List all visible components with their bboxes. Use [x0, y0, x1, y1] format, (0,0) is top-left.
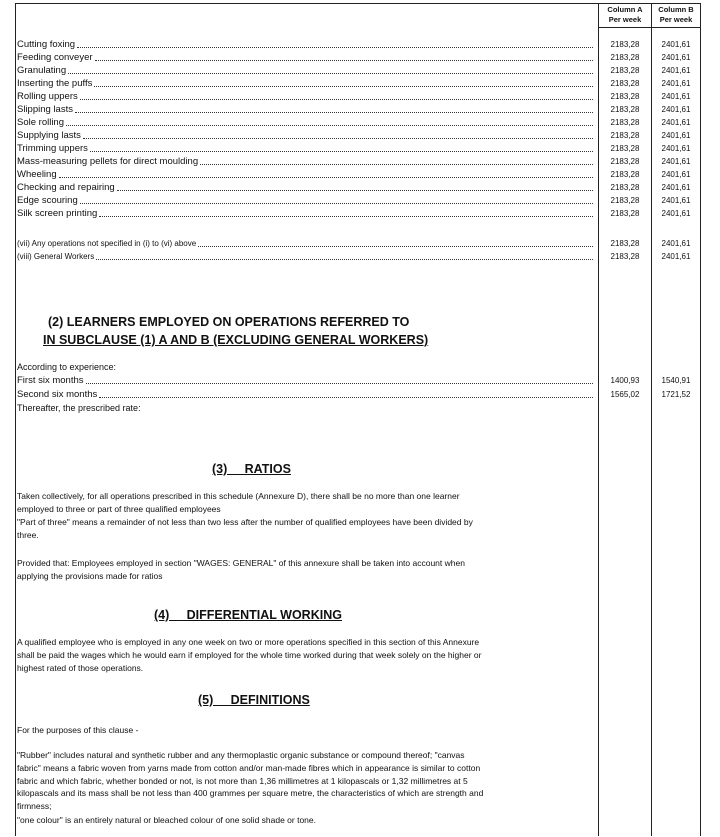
- rate-column-b: 2401,61: [661, 144, 691, 153]
- definitions-intro: For the purposes of this clause -: [17, 725, 139, 735]
- rate-label: Granulating: [17, 65, 67, 76]
- rate-label: Supplying lasts: [17, 130, 81, 141]
- rate-column-b: 2401,61: [661, 92, 691, 101]
- rate-label: Slipping lasts: [17, 104, 73, 115]
- rate-column-b: 2401,61: [661, 170, 691, 179]
- rate-column-a: 2183,28: [610, 157, 640, 166]
- learners-heading-line2: IN SUBCLAUSE (1) A AND B (EXCLUDING GENERAL WORKERS): [43, 333, 429, 347]
- table-row: [17, 389, 594, 401]
- rate-column-b: 2401,61: [661, 239, 691, 248]
- ratios-paragraph-1: Taken collectively, for all operations prescribed in this schedule (Annexure D), there shall be no more than one learner employed to three or part of three qualified employees: [17, 491, 460, 514]
- rate-column-a: 2183,28: [610, 170, 640, 179]
- column-b-header: [652, 5, 700, 25]
- rate-column-a: 2183,28: [610, 252, 640, 261]
- differential-paragraph: A qualified employee who is employed in any one week on two or more operations specified in this section of this Annexure shall be paid the wages which he would earn if employed for the whole time worked during that week solely on the higher or highest rated of those operations.: [17, 637, 482, 673]
- table-row: [17, 156, 594, 168]
- table-row: [17, 251, 594, 263]
- rate-column-a: 2183,28: [610, 92, 640, 101]
- learner-column-a: 1565,02: [610, 390, 640, 399]
- learner-column-b: 1540,91: [661, 376, 691, 385]
- rate-column-b: 2401,61: [661, 53, 691, 62]
- rate-label: (viii) General Workers: [17, 252, 95, 261]
- rate-label: Edge scouring: [17, 195, 78, 206]
- rate-column-a: 2183,28: [610, 239, 640, 248]
- rate-column-b: 2401,61: [661, 157, 691, 166]
- table-row: [17, 39, 594, 51]
- rate-column-b: 2401,61: [661, 118, 691, 127]
- rate-column-b: 2401,61: [661, 196, 691, 205]
- table-row: [17, 130, 594, 142]
- learners-intro: According to experience:: [17, 362, 117, 372]
- ratios-paragraph-2: "Part of three" means a remainder of not less than two less after the number of qualified employees have been divided by three.: [17, 517, 473, 540]
- ratios-heading: (3) RATIOS: [212, 462, 291, 476]
- column-a-header: [599, 5, 651, 25]
- rate-label: Inserting the puffs: [17, 78, 93, 89]
- column-header-divider: [598, 27, 701, 28]
- rate-label: Checking and repairing: [17, 182, 115, 193]
- learner-period-label: Second six months: [17, 389, 98, 400]
- table-row: [17, 78, 594, 90]
- table-right-border: [700, 3, 701, 836]
- table-row: [17, 169, 594, 181]
- table-top-border: [15, 3, 701, 4]
- rate-column-b: 2401,61: [661, 66, 691, 75]
- definitions-paragraph-1: "Rubber" includes natural and synthetic rubber and any thermoplastic organic substance or compound thereof; "canvas fabric" means a fabric woven from yarns made from cotton and/or man-made fibres which in appearance is similar to cotton fabric and which fabric, whether bonded or not, is not more than 1,36 millimetres at 1 kilopascals or 1,32 millimetres at 5 kilopascals and its mass shall be not less than 400 grammes per square metre, the characteristics of which are strength and firmness;: [17, 750, 484, 812]
- column-a-subtitle: Per week: [608, 15, 642, 24]
- rate-column-a: 2183,28: [610, 53, 640, 62]
- learners-heading-line1: (2) LEARNERS EMPLOYED ON OPERATIONS REFERRED TO: [48, 315, 410, 329]
- rate-label: Cutting foxing: [17, 39, 76, 50]
- table-row: [17, 52, 594, 64]
- table-row: [17, 143, 594, 155]
- rate-column-b: 2401,61: [661, 131, 691, 140]
- table-row: [17, 195, 594, 207]
- rate-label: (vii) Any operations not specified in (i) to (vi) above: [17, 239, 197, 248]
- rate-column-a: 2183,28: [610, 40, 640, 49]
- table-row: [17, 182, 594, 194]
- rate-column-a: 2183,28: [610, 118, 640, 127]
- table-row: [17, 117, 594, 129]
- ratios-paragraph-3: Provided that: Employees employed in section "WAGES: GENERAL" of this annexure shall be taken into account when applying the provisions made for ratios: [17, 558, 465, 581]
- learner-period-label: First six months: [17, 375, 84, 386]
- rate-column-a: 2183,28: [610, 105, 640, 114]
- definitions-paragraph-2: "one colour" is an entirely natural or bleached colour of one solid shade or tone.: [17, 815, 316, 825]
- rate-column-a: 2183,28: [610, 196, 640, 205]
- rate-column-b: 2401,61: [661, 183, 691, 192]
- column-b-subtitle: Per week: [659, 15, 693, 24]
- rate-column-b: 2401,61: [661, 252, 691, 261]
- wage-schedule-table: [15, 3, 718, 836]
- rate-label: Mass-measuring pellets for direct moulding: [17, 156, 199, 167]
- rate-column-b: 2401,61: [661, 40, 691, 49]
- rate-label: Sole rolling: [17, 117, 64, 128]
- table-row: [17, 91, 594, 103]
- table-row: [17, 375, 594, 387]
- rate-label: Rolling uppers: [17, 91, 78, 102]
- table-row: [17, 238, 594, 250]
- rate-column-a: 2183,28: [610, 209, 640, 218]
- rate-column-a: 2183,28: [610, 79, 640, 88]
- rate-column-b: 2401,61: [661, 105, 691, 114]
- rate-column-a: 2183,28: [610, 131, 640, 140]
- rate-column-a: 2183,28: [610, 183, 640, 192]
- table-row: [17, 208, 594, 220]
- column-b-title: Column B: [658, 5, 694, 14]
- table-row: [17, 65, 594, 77]
- rate-label: Wheeling: [17, 169, 57, 180]
- table-left-border: [15, 3, 16, 836]
- table-row: [17, 104, 594, 116]
- learner-column-b: 1721,52: [661, 390, 691, 399]
- rate-column-a: 2183,28: [610, 66, 640, 75]
- rate-label: Feeding conveyer: [17, 52, 93, 63]
- learners-after: Thereafter, the prescribed rate:: [17, 403, 141, 413]
- learner-column-a: 1400,93: [610, 376, 640, 385]
- rate-column-b: 2401,61: [661, 209, 691, 218]
- rate-column-b: 2401,61: [661, 79, 691, 88]
- definitions-heading: (5) DEFINITIONS: [198, 693, 310, 707]
- rate-label: Trimming uppers: [17, 143, 88, 154]
- rate-column-a: 2183,28: [610, 144, 640, 153]
- differential-heading: (4) DIFFERENTIAL WORKING: [154, 608, 342, 622]
- rate-label: Silk screen printing: [17, 208, 98, 219]
- column-a-title: Column A: [607, 5, 643, 14]
